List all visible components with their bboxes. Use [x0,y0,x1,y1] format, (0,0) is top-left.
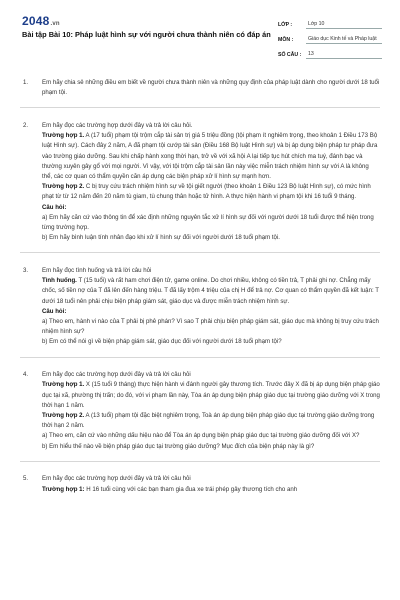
question-number: 3. [23,267,29,275]
question-line [42,337,380,347]
meta-label: SỐ CÂU : [278,52,302,58]
question-number: 5. [23,475,29,483]
case-label: Trường hợp 1. [42,132,85,140]
meta-value: 13 [306,50,382,59]
question-line [42,485,380,495]
line-text: T (15 tuổi) và rất ham chơi điện tử, game online. Do chơi nhiều, không có tiền trả, T phải ghi nợ. Chẳng mấy chốc, số tiền nợ của T đã lên đến hàng triệu. T đã lấy trộm 4 triệu của chị H để trả nợ. Cơ quan có thẩm quyền đã kết luận: T dưới 18 tuổi nên phải chịu biện pháp giám sát, giáo dục và được miễn trách nhiệm hình sự. [42,277,379,305]
line-text: Em hãy đọc các trường hợp dưới đây và trả lời câu hỏi [42,371,191,379]
line-text: b) Em hãy bình luận tính nhân đạo khi xử lí hình sự đối với người dưới 18 tuổi phạm tội. [42,234,280,242]
question-line [42,78,380,98]
question-divider [20,107,380,108]
case-label: Trường hợp 1. [42,381,85,389]
line-text: Em hãy đọc các trường hợp dưới đây và trả lời câu hỏi. [42,122,193,129]
question-divider [20,461,380,462]
question-line [42,370,380,380]
question-line [42,233,380,243]
meta-row-grade [278,14,382,29]
case-label: Trường hợp 1: [42,485,85,493]
question-item [0,474,400,494]
logo-text: 2048 [22,14,50,28]
question-line [42,380,380,411]
case-label: Trường hợp 2. [42,412,85,420]
question-line [42,121,380,131]
question-line [42,182,380,202]
logo-domain: .vn [50,21,60,27]
question-line [42,131,380,182]
question-item [0,121,400,243]
page-title: Bài tập Bài 10: Pháp luật hình sự với người chưa thành niên có đáp án [22,30,271,39]
question-divider [20,357,380,358]
question-line [42,442,380,452]
line-text: Em hãy đọc các trường hợp dưới đây và trả lời câu hỏi [42,475,191,483]
meta-panel [278,14,382,59]
question-item [0,78,400,98]
line-text: A (17 tuổi) phạm tội trộm cắp tài sản trị giá 5 triệu đồng (tội phạm ít nghiêm trọng, theo khoản 1 Điều 173 Bộ luật Hình sự). Cách đây 2 năm, A đã phạm tội cướp tài sản (Điều 168 Bộ luật Hình sự) và bị áp dụng biện pháp tư pháp đưa vào trường giáo dưỡng. Sau khi chấp hành xong thời hạn, trở về với xã hội A lại tiếp tục hút chích ma tuý, đánh bạc và thường xuyên gây gổ với mọi người. Vì vậy, với tội trộm cắp tài sản lần này việc miễn trách nhiệm hình sự với A là không thể, các cơ quan có thẩm quyền căn áp dụng các biện pháp xử lí hình sự mạnh hơn. [42,132,378,181]
question-line [42,213,380,233]
case-label: Tình huống. [42,277,77,285]
line-text: C bị truy cứu trách nhiệm hình sự về tội giết người (theo khoản 1 Điều 123 Bộ luật Hình sự), có mức hình phạt từ từ 12 năm đến 20 năm tù giam, tù chung thân hoặc tử hình. A thực hiện hành vi phạm tội khi 16 tuổi 9 tháng. [42,183,371,201]
question-line [42,203,380,213]
line-text: b) Em hiểu thế nào về biện pháp giáo dục tại trường giáo dưỡng? Mục đích của biện pháp này là gì? [42,442,315,450]
meta-label: MÔN : [278,37,294,43]
page-header [0,0,400,62]
question-line [42,276,380,307]
line-text: A (13 tuổi) phạm tội đặc biệt nghiêm trọng, Toà án áp dụng biện pháp giáo dục tại trường giáo dưỡng trong thời hạn 2 năm. [42,412,375,430]
line-text: b) Em có thể nói gì về biện pháp giám sát, giáo dục đối với người dưới 18 tuổi phạm tội? [42,338,282,346]
meta-value: Giáo dục Kinh tế và Pháp luật [306,35,382,44]
meta-row-count [278,44,382,59]
question-line [42,411,380,431]
question-line [42,266,380,276]
question-divider [20,252,380,253]
site-logo[interactable] [22,14,60,28]
line-text: X (15 tuổi 9 tháng) thực hiện hành vi đánh người gây thương tích. Trước đây X đã bị áp dụng biện pháp giáo dục tại xã, phường thị trấn; do đó, với vi phạm lần này, Tòa án áp dụng biện pháp giáo dục tại trường giáo dưỡng với X trong thời hạn 1 năm. [42,381,380,409]
case-label: Trường hợp 2. [42,183,85,191]
question-line [42,307,380,317]
meta-label: LỚP : [278,22,293,28]
question-item [0,370,400,452]
meta-value: Lớp 10 [306,20,382,29]
question-item [0,266,400,348]
case-label: Câu hỏi: [42,203,67,211]
line-text: Em hãy đọc tình huống và trả lời câu hỏi [42,267,152,275]
question-line [42,431,380,441]
meta-row-subject [278,29,382,44]
line-text: a) Theo em, hành vi nào của T phải bị phê phán? Vì sao T phải chịu biện pháp giám sát, giáo dục mà không bị truy cứu trách nhiệm hình sự? [42,318,379,336]
question-number: 4. [23,371,29,379]
question-number: 1. [23,79,29,86]
question-line [42,474,380,484]
question-list [0,78,400,495]
case-label: Câu hỏi: [42,307,67,315]
line-text: a) Theo em, căn cứ vào những dấu hiệu nào để Tòa án áp dụng biện pháp giáo dục tại trường giáo dưỡng đối với X? [42,432,360,440]
question-number: 2. [23,122,29,129]
line-text: Em hãy chia sẻ những điều em biết về người chưa thành niên và những quy định của pháp luật dành cho người dưới 18 tuổi phạm tội. [42,79,380,97]
question-line [42,317,380,337]
line-text: a) Em hãy căn cứ vào thông tin để xác định những nguyên tắc xử lí hình sự đối với người dưới 18 tuổi được thể hiện trong từng trường hợp. [42,213,374,232]
line-text: H 16 tuổi cùng với các bạn tham gia đua xe trái phép gây thương tích cho anh [84,485,298,493]
